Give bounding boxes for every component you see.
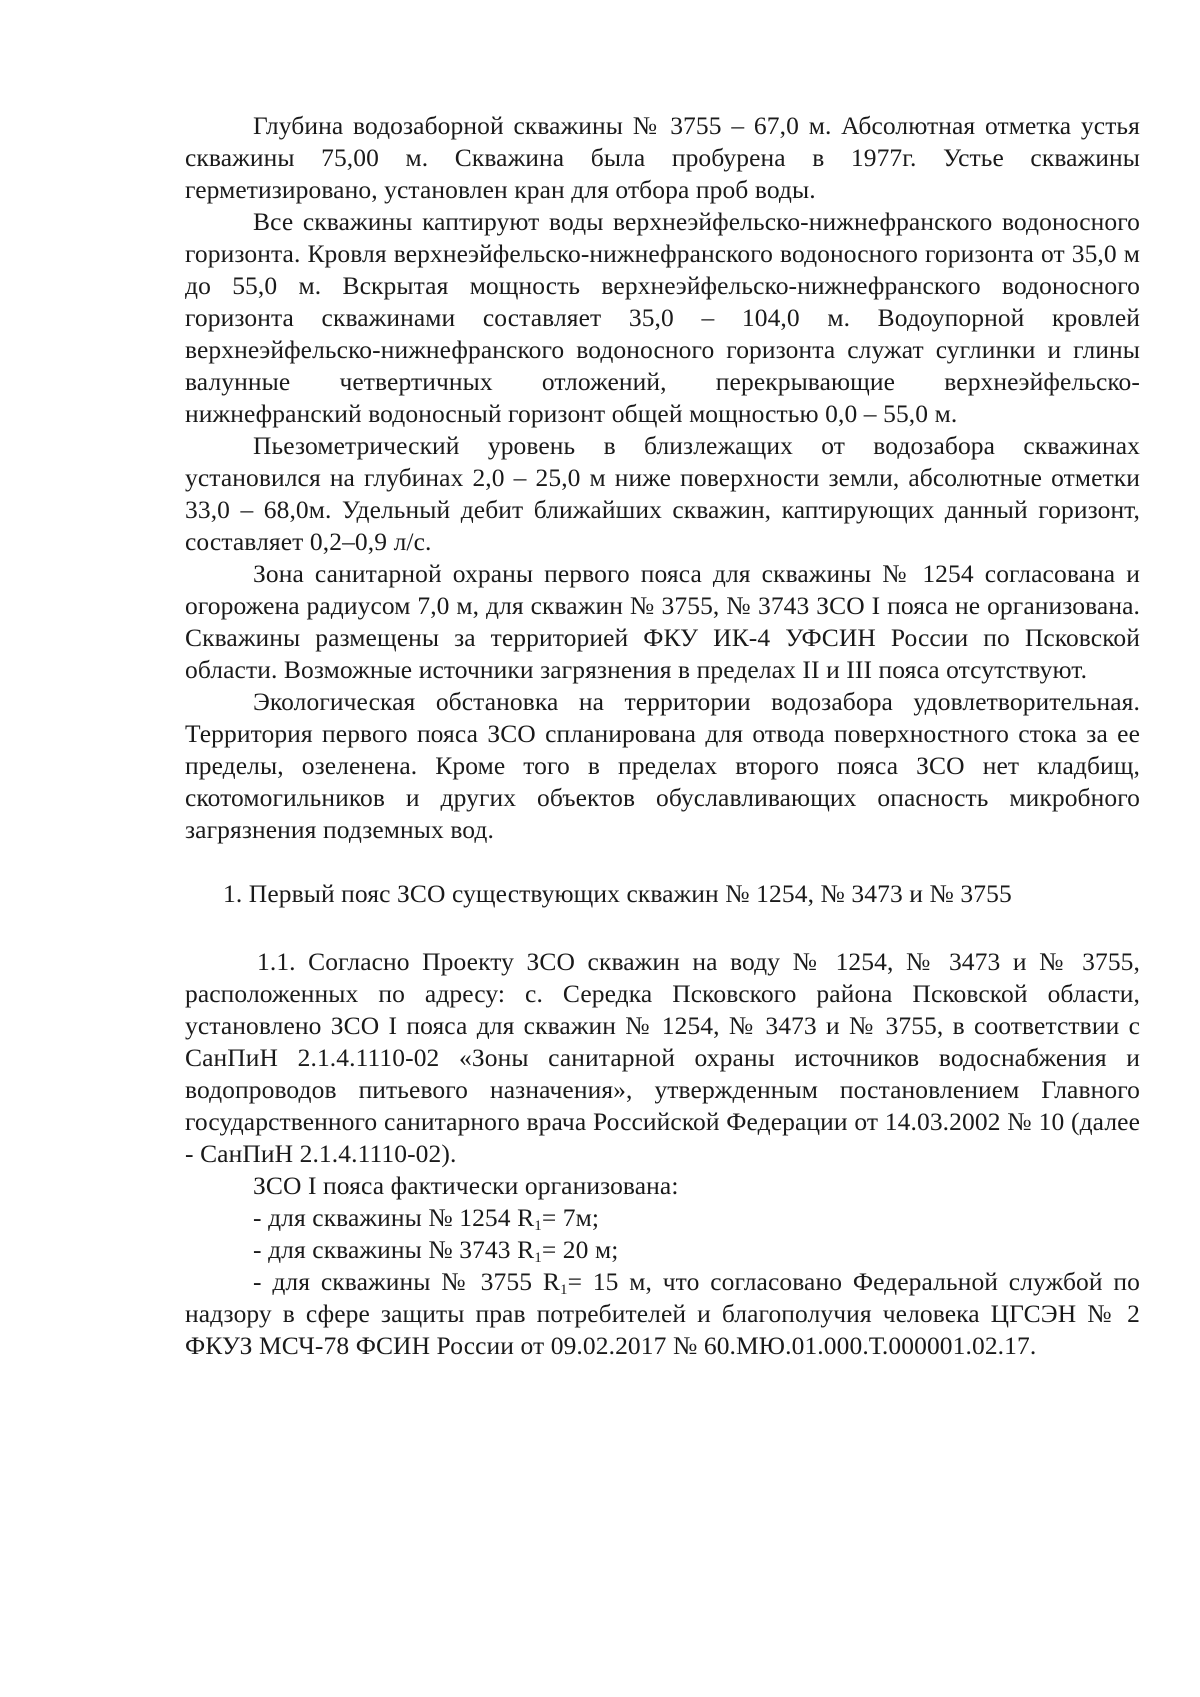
paragraph-piezometric-level: Пьезометрический уровень в близлежащих от водозабора скважинах установился на глубинах 2,0 – 25,0 м ниже поверхности земли, абсолютные отметки 33,0 – 68,0м. Удельный дебит ближайших скважин, каптирующих данный горизонт, составляет 0,2–0,9 л/с. bbox=[185, 431, 1140, 556]
document-page bbox=[185, 110, 1140, 1362]
radius-item-1254 bbox=[185, 1202, 1140, 1234]
section-heading: 1. Первый пояс ЗСО существующих скважин № 1254, № 3473 и № 3755 bbox=[223, 879, 1012, 908]
paragraph-section-1-1: 1.1. Согласно Проекту ЗСО скважин на воду № 1254, № 3473 и № 3755, расположенных по адресу: с. Середка Псковского района Псковской области, установлено ЗСО I пояса для скважин № 1254, № 3473 и № 3755, в соответствии с СанПиН 2.1.4.1110-02 «Зоны санитарной охраны источников водоснабжения и водопроводов питьевого назначения», утвержденным постановлением Главного государственного санитарного врача Российской Федерации от 14.03.2002 № 10 (далее - СанПиН 2.1.4.1110-02). bbox=[185, 947, 1140, 1168]
radius-item-3743 bbox=[185, 1234, 1140, 1266]
radius-item-suffix: = 7м; bbox=[541, 1203, 600, 1232]
paragraph-sanitary-zone: Зона санитарной охраны первого пояса для скважины № 1254 согласована и огорожена радиусом 7,0 м, для скважин № 3755, № 3743 ЗСО I пояса не организована. Скважины размещены за территорией ФКУ ИК-4 УФСИН России по Псковской области. Возможные источники загрязнения в пределах II и III пояса отсутствуют. bbox=[185, 559, 1140, 684]
radius-item-subscript: 1 bbox=[559, 1282, 568, 1298]
radius-item-3755 bbox=[185, 1266, 1140, 1362]
radius-item-prefix: - для скважины № 3755 R bbox=[253, 1267, 560, 1296]
radius-item-subscript: 1 bbox=[534, 1250, 542, 1266]
zso-intro-line: ЗСО I пояса фактически организована: bbox=[253, 1171, 679, 1200]
radius-item-suffix: = 15 м, что согласовано Федеральной службой по надзору в сфере защиты прав потребителей и благополучия человека ЦГСЭН № 2 ФКУЗ МСЧ-78 ФСИН России от 09.02.2017 № 60.МЮ.01.000.Т.000001.02.17. bbox=[185, 1267, 1140, 1360]
paragraph-well-depth: Глубина водозаборной скважины № 3755 – 67,0 м. Абсолютная отметка устья скважины 75,00 м. Скважина была пробурена в 1977г. Устье скважины герметизировано, установлен кран для отбора проб воды. bbox=[185, 111, 1140, 204]
paragraph-ecology: Экологическая обстановка на территории водозабора удовлетворительная. Территория первого пояса ЗСО спланирована для отвода поверхностного стока за ее пределы, озеленена. Кроме того в пределах второго пояса ЗСО нет кладбищ, скотомогильников и других объектов обуславливающих опасность микробного загрязнения подземных вод. bbox=[185, 687, 1140, 844]
radius-item-prefix: - для скважины № 3743 R bbox=[253, 1235, 535, 1264]
radius-item-subscript: 1 bbox=[534, 1218, 542, 1234]
radius-item-prefix: - для скважины № 1254 R bbox=[253, 1203, 535, 1232]
paragraph-aquifer: Все скважины каптируют воды верхнеэйфельско-нижнефранского водоносного горизонта. Кровля верхнеэйфельско-нижнефранского водоносного горизонта от 35,0 м до 55,0 м. Вскрытая мощность верхнеэйфельско-нижнефранского водоносного горизонта скважинами составляет 35,0 – 104,0 м. Водоупорной кровлей верхнеэйфельско-нижнефранского водоносного горизонта служат суглинки и глины валунные четвертичных отложений, перекрывающие верхнеэйфельско-нижнефранский водоносный горизонт общей мощностью 0,0 – 55,0 м. bbox=[185, 207, 1140, 428]
radius-item-suffix: = 20 м; bbox=[541, 1235, 619, 1264]
